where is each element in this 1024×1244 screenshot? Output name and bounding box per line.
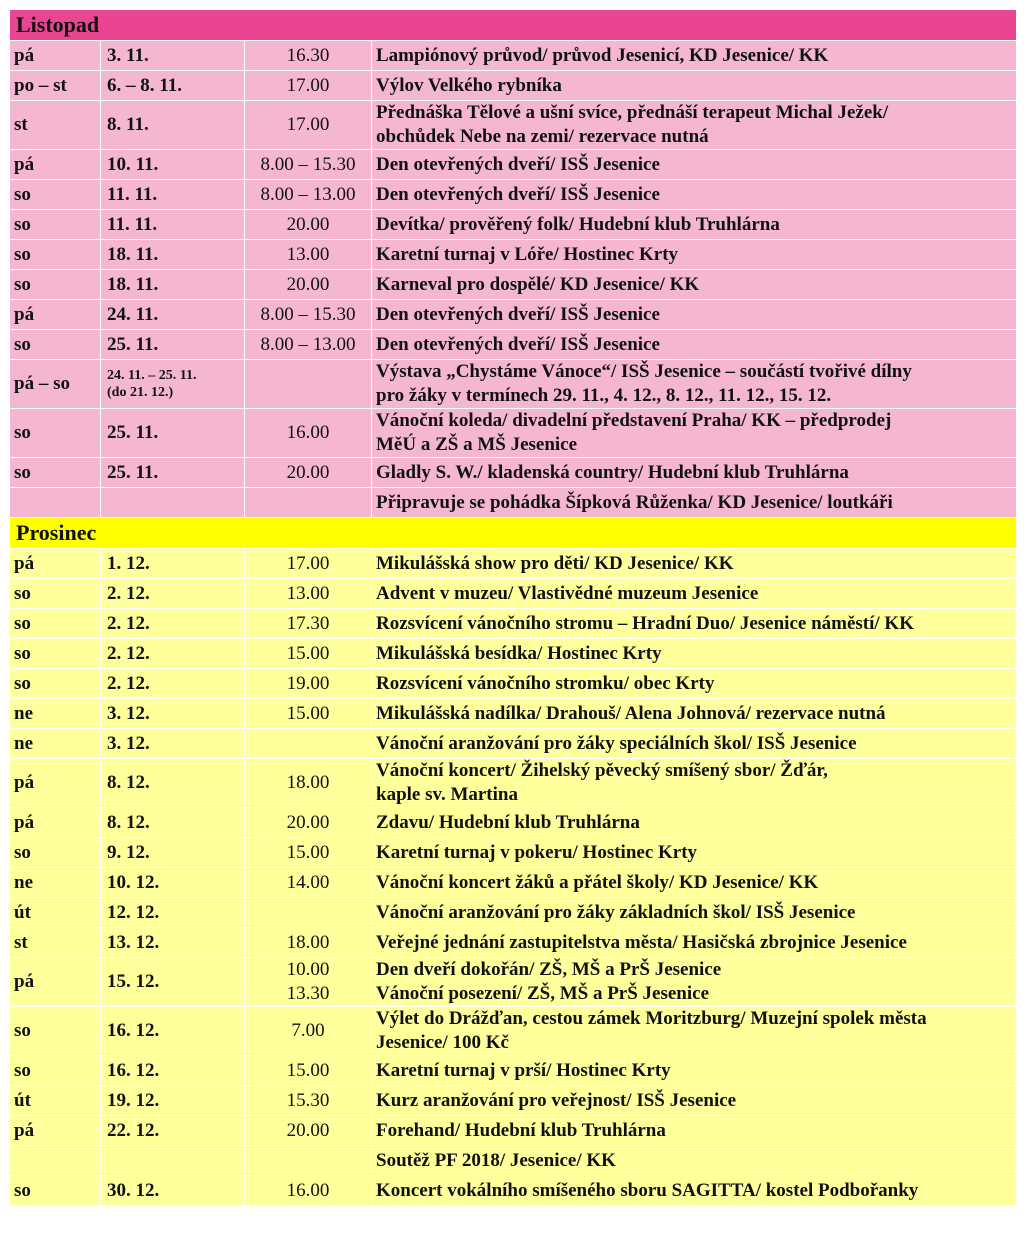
event-day: so (10, 669, 101, 699)
event-description (372, 488, 1017, 518)
events-table (9, 9, 1017, 1206)
event-day: so (10, 210, 101, 240)
event-description-line: Den otevřených dveří/ ISŠ Jesenice (376, 183, 660, 205)
event-time (245, 41, 372, 71)
event-date: 3. 12. (101, 729, 245, 759)
event-day: pá (10, 958, 101, 1007)
event-time-value: 15.00 (286, 1059, 330, 1081)
event-time (245, 240, 372, 270)
event-row (10, 669, 1017, 699)
event-time-value: 17.00 (286, 74, 330, 96)
event-description-line: kaple sv. Martina (376, 784, 518, 805)
event-description (372, 609, 1017, 639)
event-date-note: (do 21. 12.) (107, 385, 174, 400)
event-time-value: 15.30 (286, 1089, 330, 1111)
event-time (245, 699, 372, 729)
event-time-value: 10.00 (286, 959, 330, 980)
event-description (372, 1007, 1017, 1056)
event-time (245, 639, 372, 669)
event-time-value: 20.00 (286, 461, 330, 483)
event-description-line: Karetní turnaj v Lóře/ Hostinec Krty (376, 243, 679, 265)
event-time-value: 13.00 (286, 582, 330, 604)
event-time (245, 729, 372, 759)
event-day: so (10, 579, 101, 609)
event-time (245, 330, 372, 360)
event-description (372, 898, 1017, 928)
event-day: po – st (10, 71, 101, 101)
event-row (10, 579, 1017, 609)
event-description (372, 458, 1017, 488)
event-description (372, 699, 1017, 729)
event-row (10, 639, 1017, 669)
event-description-line: obchůdek Nebe na zemi/ rezervace nutná (376, 126, 709, 147)
event-row (10, 71, 1017, 101)
event-time (245, 898, 372, 928)
event-date: 25. 11. (101, 330, 245, 360)
event-date: 11. 11. (101, 210, 245, 240)
event-day: so (10, 1056, 101, 1086)
event-date (101, 360, 245, 409)
event-row (10, 1146, 1017, 1176)
event-description (372, 868, 1017, 898)
event-time-value: 20.00 (286, 1119, 330, 1141)
event-day: út (10, 898, 101, 928)
event-description (372, 41, 1017, 71)
event-row (10, 1086, 1017, 1116)
event-row (10, 1056, 1017, 1086)
event-time-value: 16.00 (286, 1179, 330, 1201)
event-time (245, 360, 372, 409)
event-description (372, 1056, 1017, 1086)
event-date: 18. 11. (101, 270, 245, 300)
event-day: pá (10, 300, 101, 330)
event-date: 2. 12. (101, 669, 245, 699)
event-day: ne (10, 868, 101, 898)
event-description-line: Mikulášská nadílka/ Drahouš/ Alena Johnová/ rezervace nutná (376, 702, 886, 724)
event-description-line: Výlet do Drážďan, cestou zámek Moritzburg/ Muzejní spolek města (376, 1008, 927, 1029)
event-description-line: MěÚ a ZŠ a MŠ Jesenice (376, 434, 578, 455)
event-description (372, 270, 1017, 300)
event-row (10, 270, 1017, 300)
event-time-value: 17.00 (286, 552, 330, 574)
event-time (245, 409, 372, 458)
event-day: so (10, 838, 101, 868)
event-time (245, 458, 372, 488)
event-date: 6. – 8. 11. (101, 71, 245, 101)
event-date: 12. 12. (101, 898, 245, 928)
event-date: 8. 12. (101, 808, 245, 838)
event-row (10, 458, 1017, 488)
event-day: so (10, 1176, 101, 1206)
month-title: Prosinec (10, 518, 1017, 549)
event-description-line: Přednáška Tělové a ušní svíce, přednáší terapeut Michal Ježek/ (376, 102, 889, 123)
event-date: 18. 11. (101, 240, 245, 270)
event-date: 13. 12. (101, 928, 245, 958)
event-time-value: 20.00 (286, 811, 330, 833)
event-date: 2. 12. (101, 639, 245, 669)
event-day: so (10, 458, 101, 488)
event-description-line: Den otevřených dveří/ ISŠ Jesenice (376, 153, 660, 175)
month-title: Listopad (10, 10, 1017, 41)
event-day: pá – so (10, 360, 101, 409)
event-day: st (10, 101, 101, 150)
event-time (245, 150, 372, 180)
event-description (372, 759, 1017, 808)
event-time (245, 669, 372, 699)
event-description-line: Výstava „Chystáme Vánoce“/ ISŠ Jesenice – součástí tvořivé dílny (376, 361, 912, 382)
event-time (245, 1116, 372, 1146)
event-date: 15. 12. (101, 958, 245, 1007)
event-description (372, 1146, 1017, 1176)
month-header-row (10, 10, 1017, 41)
event-description (372, 150, 1017, 180)
event-description-line: Karetní turnaj v prší/ Hostinec Krty (376, 1059, 671, 1081)
event-row (10, 868, 1017, 898)
event-description-line: Gladly S. W./ kladenská country/ Hudební klub Truhlárna (376, 461, 849, 483)
event-day: so (10, 609, 101, 639)
event-date: 1. 12. (101, 549, 245, 579)
event-time (245, 759, 372, 808)
event-day: pá (10, 808, 101, 838)
event-description-line: Forehand/ Hudební klub Truhlárna (376, 1119, 666, 1141)
event-description (372, 71, 1017, 101)
event-date: 10. 11. (101, 150, 245, 180)
event-date: 30. 12. (101, 1176, 245, 1206)
event-day: so (10, 270, 101, 300)
event-time (245, 958, 372, 1007)
event-description-line: Vánoční koncert/ Žihelský pěvecký smíšený sbor/ Žďár, (376, 760, 828, 781)
event-time (245, 210, 372, 240)
event-description (372, 360, 1017, 409)
event-description-line: pro žáky v termínech 29. 11., 4. 12., 8. 12., 11. 12., 15. 12. (376, 385, 832, 406)
event-time-value: 17.30 (286, 612, 330, 634)
event-time-value: 15.00 (286, 841, 330, 863)
event-description (372, 409, 1017, 458)
event-description (372, 240, 1017, 270)
event-row (10, 958, 1017, 1007)
event-time (245, 101, 372, 150)
event-time-value: 8.00 – 13.00 (260, 183, 356, 205)
event-date: 16. 12. (101, 1056, 245, 1086)
event-row (10, 360, 1017, 409)
event-date: 8. 12. (101, 759, 245, 808)
event-day: út (10, 1086, 101, 1116)
event-row (10, 1116, 1017, 1146)
event-date: 8. 11. (101, 101, 245, 150)
event-date: 10. 12. (101, 868, 245, 898)
event-time (245, 1056, 372, 1086)
event-description-line: Vánoční aranžování pro žáky speciálních škol/ ISŠ Jesenice (376, 732, 857, 754)
event-row (10, 808, 1017, 838)
event-date (101, 488, 245, 518)
event-description-line: Karetní turnaj v pokeru/ Hostinec Krty (376, 841, 698, 863)
event-day: ne (10, 729, 101, 759)
event-description-line: Vánoční posezení/ ZŠ, MŠ a PrŠ Jesenice (376, 983, 710, 1004)
event-date: 2. 12. (101, 609, 245, 639)
event-day: so (10, 409, 101, 458)
event-description-line: Lampiónový průvod/ průvod Jesenicí, KD Jesenice/ KK (376, 44, 829, 66)
event-time (245, 579, 372, 609)
event-description-line: Den dveří dokořán/ ZŠ, MŠ a PrŠ Jesenice (376, 959, 722, 980)
event-description-line: Den otevřených dveří/ ISŠ Jesenice (376, 333, 660, 355)
event-description-line: Mikulášská besídka/ Hostinec Krty (376, 642, 662, 664)
event-description-line: Vánoční koncert žáků a přátel školy/ KD Jesenice/ KK (376, 871, 819, 893)
event-row (10, 330, 1017, 360)
event-row (10, 729, 1017, 759)
event-row (10, 488, 1017, 518)
event-time-value: 20.00 (286, 213, 330, 235)
event-day: pá (10, 150, 101, 180)
event-description (372, 1176, 1017, 1206)
event-time (245, 1086, 372, 1116)
event-description (372, 101, 1017, 150)
event-row (10, 838, 1017, 868)
event-time-value: 8.00 – 13.00 (260, 333, 356, 355)
event-row (10, 180, 1017, 210)
event-description-line: Rozsvícení vánočního stromu – Hradní Duo/ Jesenice náměstí/ KK (376, 612, 914, 634)
event-day: pá (10, 759, 101, 808)
event-time-value: 7.00 (291, 1020, 325, 1041)
event-time-value: 14.00 (286, 871, 330, 893)
event-time-value: 13.30 (286, 983, 330, 1004)
event-time (245, 180, 372, 210)
event-row (10, 150, 1017, 180)
event-time (245, 1146, 372, 1176)
event-row (10, 300, 1017, 330)
event-day: so (10, 180, 101, 210)
event-time-value: 15.00 (286, 702, 330, 724)
event-row (10, 240, 1017, 270)
event-time (245, 71, 372, 101)
event-day: ne (10, 699, 101, 729)
event-date: 16. 12. (101, 1007, 245, 1056)
event-date-range: 24. 11. – 25. 11. (107, 368, 197, 383)
event-time (245, 549, 372, 579)
event-description-line: Den otevřených dveří/ ISŠ Jesenice (376, 303, 660, 325)
event-day: pá (10, 1116, 101, 1146)
event-description-line: Koncert vokálního smíšeného sboru SAGITTA/ kostel Podbořanky (376, 1179, 919, 1201)
event-time (245, 300, 372, 330)
event-row (10, 699, 1017, 729)
event-time (245, 270, 372, 300)
event-date (101, 1146, 245, 1176)
event-day (10, 1146, 101, 1176)
event-description (372, 330, 1017, 360)
event-time (245, 808, 372, 838)
event-date: 19. 12. (101, 1086, 245, 1116)
event-time-value: 19.00 (286, 672, 330, 694)
event-date: 25. 11. (101, 409, 245, 458)
event-description-line: Mikulášská show pro děti/ KD Jesenice/ KK (376, 552, 734, 574)
event-day: st (10, 928, 101, 958)
events-calendar (9, 9, 1016, 1206)
event-description (372, 729, 1017, 759)
event-row (10, 1007, 1017, 1056)
event-date: 2. 12. (101, 579, 245, 609)
event-date: 11. 11. (101, 180, 245, 210)
event-description (372, 639, 1017, 669)
event-description (372, 210, 1017, 240)
month-header-row (10, 518, 1017, 549)
event-day: pá (10, 41, 101, 71)
event-row (10, 609, 1017, 639)
event-time (245, 1007, 372, 1056)
event-row (10, 41, 1017, 71)
event-time (245, 868, 372, 898)
event-time (245, 1176, 372, 1206)
event-row (10, 928, 1017, 958)
event-description (372, 669, 1017, 699)
event-description-line: Připravuje se pohádka Šípková Růženka/ KD Jesenice/ loutkáři (376, 491, 893, 513)
event-day: pá (10, 549, 101, 579)
event-description (372, 958, 1017, 1007)
event-time-value: 17.00 (286, 114, 330, 135)
event-description (372, 838, 1017, 868)
event-row (10, 210, 1017, 240)
event-description-line: Devítka/ prověřený folk/ Hudební klub Truhlárna (376, 213, 780, 235)
event-description (372, 808, 1017, 838)
event-description (372, 549, 1017, 579)
event-time-value: 15.00 (286, 642, 330, 664)
event-description (372, 928, 1017, 958)
event-day: so (10, 240, 101, 270)
event-day: so (10, 639, 101, 669)
event-description-line: Soutěž PF 2018/ Jesenice/ KK (376, 1149, 616, 1171)
event-time-value: 18.00 (286, 772, 330, 793)
event-date: 22. 12. (101, 1116, 245, 1146)
event-description (372, 300, 1017, 330)
event-description-line: Kurz aranžování pro veřejnost/ ISŠ Jesenice (376, 1089, 737, 1111)
event-description (372, 1086, 1017, 1116)
event-time-value: 13.00 (286, 243, 330, 265)
event-description-line: Vánoční aranžování pro žáky základních škol/ ISŠ Jesenice (376, 901, 856, 923)
event-time (245, 928, 372, 958)
event-description-line: Zdavu/ Hudební klub Truhlárna (376, 811, 640, 833)
event-time (245, 609, 372, 639)
event-time-value: 8.00 – 15.30 (260, 303, 356, 325)
event-description (372, 579, 1017, 609)
event-time-value: 16.30 (286, 44, 330, 66)
event-description-line: Výlov Velkého rybníka (376, 74, 562, 96)
event-day: so (10, 330, 101, 360)
event-description-line: Karneval pro dospělé/ KD Jesenice/ KK (376, 273, 700, 295)
event-description-line: Veřejné jednání zastupitelstva města/ Hasičská zbrojnice Jesenice (376, 931, 907, 953)
event-date: 25. 11. (101, 458, 245, 488)
event-time (245, 488, 372, 518)
event-description (372, 1116, 1017, 1146)
event-description-line: Vánoční koleda/ divadelní představení Praha/ KK – předprodej (376, 410, 892, 431)
event-time (245, 838, 372, 868)
event-time-value: 8.00 – 15.30 (260, 153, 356, 175)
event-date: 9. 12. (101, 838, 245, 868)
event-description-line: Jesenice/ 100 Kč (376, 1032, 509, 1053)
event-date: 3. 12. (101, 699, 245, 729)
event-date: 24. 11. (101, 300, 245, 330)
event-description (372, 180, 1017, 210)
event-day: so (10, 1007, 101, 1056)
event-description-line: Advent v muzeu/ Vlastivědné muzeum Jesenice (376, 582, 759, 604)
event-time-value: 20.00 (286, 273, 330, 295)
event-time-value: 18.00 (286, 931, 330, 953)
event-row (10, 549, 1017, 579)
event-row (10, 1176, 1017, 1206)
event-row (10, 759, 1017, 808)
event-day (10, 488, 101, 518)
event-description-line: Rozsvícení vánočního stromku/ obec Krty (376, 672, 715, 694)
event-row (10, 409, 1017, 458)
event-date: 3. 11. (101, 41, 245, 71)
event-time-value: 16.00 (286, 422, 330, 443)
event-row (10, 898, 1017, 928)
event-row (10, 101, 1017, 150)
